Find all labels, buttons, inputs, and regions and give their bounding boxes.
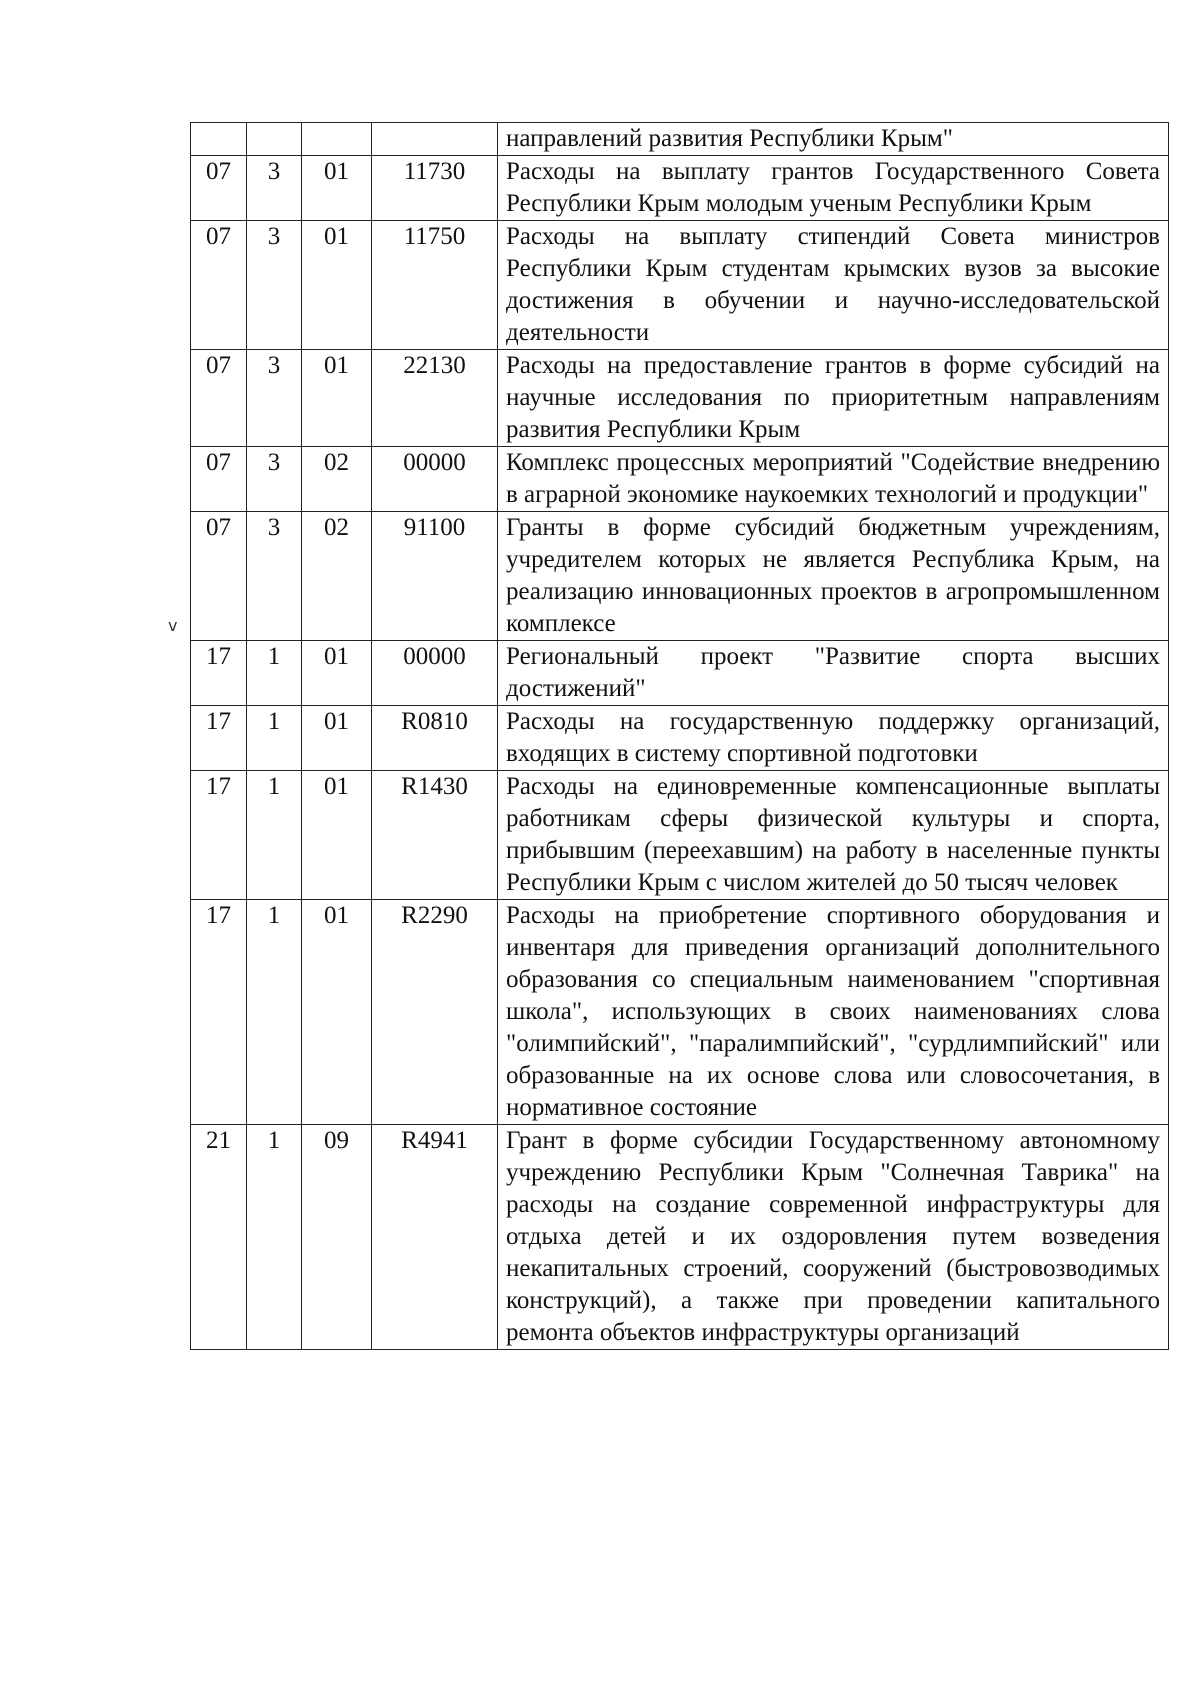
code-event: 01 xyxy=(302,771,372,900)
row-description: Расходы на приобретение спортивного оборудования и инвентаря для приведения организаций дополнительного образования со специальным наименованием "спортивная школа", использующих в своих наименованиях слова "олимпийский", "паралимпийский", "сурдлимпийский" или образованные на их основе слова или словосочетания, в нормативное состояние xyxy=(498,900,1169,1125)
row-description: Грант в форме субсидии Государственному автономному учреждению Республики Крым "Солнечная Таврика" на расходы на создание современной инфраструктуры для отдыха детей и их оздоровления путем возведения некапитальных строений, сооружений (быстровозводимых конструкций), а также при проведении капитального ремонта объектов инфраструктуры организаций xyxy=(498,1125,1169,1350)
row-description: Расходы на выплату стипендий Совета министров Республики Крым студентам крымских вузов за высокие достижения в обучении и научно-исследовательской деятельности xyxy=(498,221,1169,350)
table-row xyxy=(191,641,1169,706)
table-row xyxy=(191,771,1169,900)
table-row xyxy=(191,447,1169,512)
code-subprogram: 3 xyxy=(247,512,302,641)
table-row xyxy=(191,512,1169,641)
row-description: Расходы на выплату грантов Государственного Совета Республики Крым молодым ученым Республики Крым xyxy=(498,156,1169,221)
code-program xyxy=(191,123,247,156)
code-subprogram: 1 xyxy=(247,900,302,1125)
code-program: 07 xyxy=(191,512,247,641)
code-event: 01 xyxy=(302,706,372,771)
table-row xyxy=(191,123,1169,156)
table-row xyxy=(191,221,1169,350)
code-event: 01 xyxy=(302,641,372,706)
code-direction: R2290 xyxy=(372,900,498,1125)
code-event: 09 xyxy=(302,1125,372,1350)
code-event: 01 xyxy=(302,350,372,447)
code-direction: R4941 xyxy=(372,1125,498,1350)
code-program: 17 xyxy=(191,706,247,771)
row-description: Региональный проект "Развитие спорта высших достижений" xyxy=(498,641,1169,706)
row-description: Гранты в форме субсидий бюджетным учреждениям, учредителем которых не является Республика Крым, на реализацию инновационных проектов в агропромышленном комплексе xyxy=(498,512,1169,641)
table-row xyxy=(191,706,1169,771)
code-program: 07 xyxy=(191,350,247,447)
code-event: 01 xyxy=(302,221,372,350)
margin-check-mark: v xyxy=(168,616,178,635)
code-subprogram: 3 xyxy=(247,447,302,512)
code-program: 07 xyxy=(191,156,247,221)
row-description: Расходы на государственную поддержку организаций, входящих в систему спортивной подготовки xyxy=(498,706,1169,771)
table-row xyxy=(191,900,1169,1125)
code-direction: R1430 xyxy=(372,771,498,900)
code-subprogram: 1 xyxy=(247,771,302,900)
code-program: 17 xyxy=(191,641,247,706)
row-description: Расходы на единовременные компенсационные выплаты работникам сферы физической культуры и спорта, прибывшим (переехавшим) на работу в населенные пункты Республики Крым с числом жителей до 50 тысяч человек xyxy=(498,771,1169,900)
code-event: 02 xyxy=(302,447,372,512)
row-description: направлений развития Республики Крым" xyxy=(498,123,1169,156)
code-direction: R0810 xyxy=(372,706,498,771)
code-subprogram xyxy=(247,123,302,156)
code-direction: 22130 xyxy=(372,350,498,447)
code-program: 21 xyxy=(191,1125,247,1350)
code-direction: 11730 xyxy=(372,156,498,221)
code-event: 02 xyxy=(302,512,372,641)
budget-code-table xyxy=(190,122,1169,1350)
row-description: Расходы на предоставление грантов в форме субсидий на научные исследования по приоритетным направлениям развития Республики Крым xyxy=(498,350,1169,447)
code-program: 07 xyxy=(191,447,247,512)
row-description: Комплекс процессных мероприятий "Содействие внедрению в аграрной экономике наукоемких технологий и продукции" xyxy=(498,447,1169,512)
code-subprogram: 3 xyxy=(247,221,302,350)
code-subprogram: 1 xyxy=(247,706,302,771)
code-event: 01 xyxy=(302,900,372,1125)
code-direction xyxy=(372,123,498,156)
table-row xyxy=(191,156,1169,221)
table-row xyxy=(191,1125,1169,1350)
code-program: 17 xyxy=(191,900,247,1125)
code-event xyxy=(302,123,372,156)
code-subprogram: 1 xyxy=(247,1125,302,1350)
code-program: 17 xyxy=(191,771,247,900)
code-subprogram: 1 xyxy=(247,641,302,706)
table-row xyxy=(191,350,1169,447)
code-subprogram: 3 xyxy=(247,350,302,447)
code-event: 01 xyxy=(302,156,372,221)
code-direction: 91100 xyxy=(372,512,498,641)
code-subprogram: 3 xyxy=(247,156,302,221)
code-program: 07 xyxy=(191,221,247,350)
code-direction: 11750 xyxy=(372,221,498,350)
code-direction: 00000 xyxy=(372,641,498,706)
code-direction: 00000 xyxy=(372,447,498,512)
